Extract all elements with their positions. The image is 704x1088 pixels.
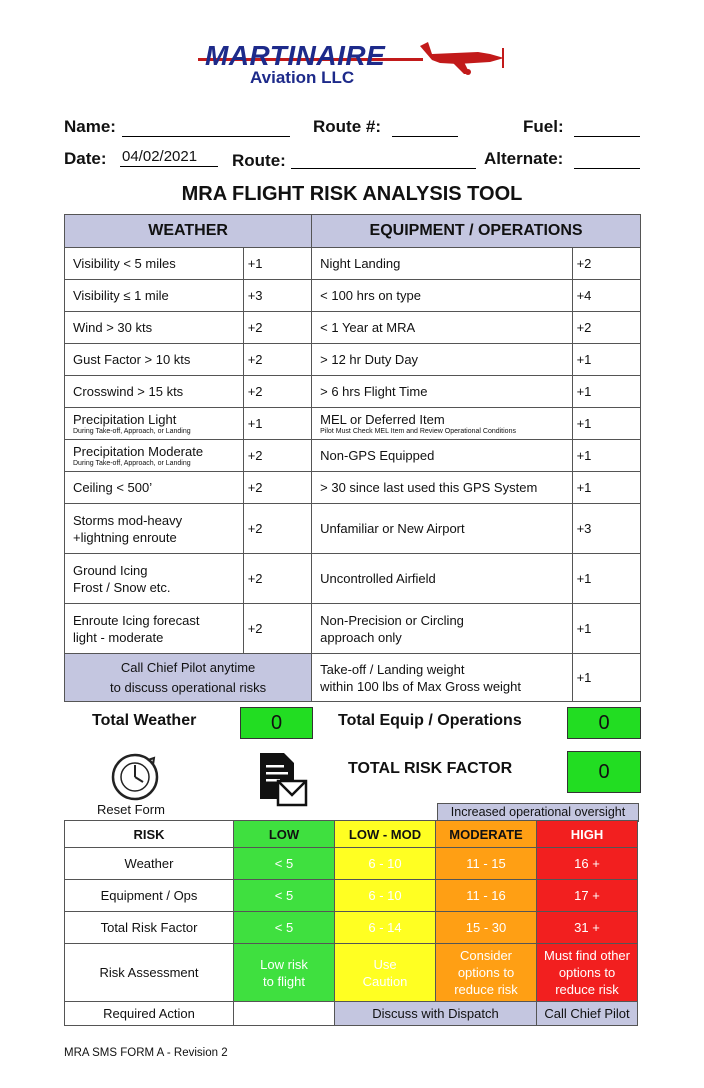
equipment-points[interactable]: +1 — [572, 654, 640, 702]
weather-item[interactable]: Precipitation Light During Take-off, Approach, or Landing — [65, 408, 244, 440]
equipment-item[interactable]: Non-GPS Equipped — [312, 440, 572, 472]
total-risk-label: TOTAL RISK FACTOR — [348, 760, 513, 777]
call-chief-pilot-action: Call Chief Pilot — [537, 1002, 638, 1026]
equipment-item[interactable]: > 12 hr Duty Day — [312, 344, 572, 376]
equipment-item[interactable]: MEL or Deferred Item Pilot Must Check MEL Item and Review Operational Conditions — [312, 408, 572, 440]
equipment-item[interactable]: Uncontrolled Airfield — [312, 554, 572, 604]
risk-matrix-row — [65, 880, 638, 912]
weather-item[interactable]: Wind > 30 kts — [65, 312, 244, 344]
total-weather-label: Total Weather — [92, 712, 197, 729]
equipment-item[interactable]: < 1 Year at MRA — [312, 312, 572, 344]
equipment-points[interactable]: +1 — [572, 376, 640, 408]
name-field[interactable] — [122, 118, 290, 137]
low-header: LOW — [234, 821, 335, 848]
weather-item[interactable]: Visibility < 5 miles — [65, 248, 244, 280]
weather-points[interactable]: +2 — [243, 440, 311, 472]
reset-form-icon[interactable] — [108, 750, 162, 804]
moderate-value: 11 - 16 — [436, 880, 537, 912]
low-value: < 5 — [234, 912, 335, 944]
risk-label: Total Risk Factor — [65, 912, 234, 944]
risk-matrix-table — [64, 820, 638, 1026]
equipment-item[interactable]: Night Landing — [312, 248, 572, 280]
logo-name: MARTINAIRE — [205, 40, 386, 71]
low-mod-value: 6 - 10 — [335, 880, 436, 912]
equipment-points[interactable]: +2 — [572, 248, 640, 280]
call-chief-pilot-note: Call Chief Pilot anytime to discuss operational risks — [65, 654, 312, 702]
high-value: 16 + — [537, 848, 638, 880]
risk-header: RISK — [65, 821, 234, 848]
weather-item[interactable]: Enroute Icing forecast light - moderate — [65, 604, 244, 654]
low-action — [234, 1002, 335, 1026]
weather-header: WEATHER — [65, 215, 312, 248]
low-mod-assessment: Use Caution — [335, 944, 436, 1002]
weather-points[interactable]: +2 — [243, 312, 311, 344]
weather-points[interactable]: +2 — [243, 504, 311, 554]
route-number-label: Route #: — [313, 117, 381, 136]
route-field[interactable] — [291, 150, 476, 169]
email-document-icon[interactable] — [258, 751, 308, 809]
equipment-points[interactable]: +1 — [572, 472, 640, 504]
low-mod-value: 6 - 14 — [335, 912, 436, 944]
equipment-points[interactable]: +1 — [572, 604, 640, 654]
risk-assessment-label: Risk Assessment — [65, 944, 234, 1002]
weather-item[interactable]: Gust Factor > 10 kts — [65, 344, 244, 376]
risk-label: Weather — [65, 848, 234, 880]
moderate-header: MODERATE — [436, 821, 537, 848]
weather-points[interactable]: +2 — [243, 344, 311, 376]
moderate-value: 11 - 15 — [436, 848, 537, 880]
weather-points[interactable]: +1 — [243, 408, 311, 440]
equipment-item[interactable]: < 100 hrs on type — [312, 280, 572, 312]
equipment-item[interactable]: > 30 since last used this GPS System — [312, 472, 572, 504]
weather-item[interactable]: Ground Icing Frost / Snow etc. — [65, 554, 244, 604]
airplane-icon — [418, 38, 508, 78]
route-label: Route: — [232, 151, 286, 170]
moderate-assessment: Consider options to reduce risk — [436, 944, 537, 1002]
alternate-label: Alternate: — [484, 149, 564, 168]
equipment-item[interactable]: Non-Precision or Circling approach only — [312, 604, 572, 654]
total-risk-value: 0 — [567, 751, 641, 793]
total-equipment-value: 0 — [567, 707, 641, 739]
low-value: < 5 — [234, 848, 335, 880]
low-mod-header: LOW - MOD — [335, 821, 436, 848]
logo-subtitle: Aviation LLC — [250, 68, 355, 87]
high-assessment: Must find other options to reduce risk — [537, 944, 638, 1002]
weather-points[interactable]: +2 — [243, 604, 311, 654]
fuel-label: Fuel: — [523, 117, 564, 136]
reset-form-label[interactable]: Reset Form — [97, 802, 165, 817]
equipment-points[interactable]: +1 — [572, 344, 640, 376]
weather-item[interactable]: Storms mod-heavy +lightning enroute — [65, 504, 244, 554]
total-equipment-label: Total Equip / Operations — [338, 712, 522, 729]
weather-item[interactable]: Crosswind > 15 kts — [65, 376, 244, 408]
risk-label: Equipment / Ops — [65, 880, 234, 912]
risk-items-table — [64, 214, 641, 702]
discuss-with-dispatch: Discuss with Dispatch — [335, 1002, 537, 1026]
high-value: 17 + — [537, 880, 638, 912]
moderate-value: 15 - 30 — [436, 912, 537, 944]
equipment-points[interactable]: +4 — [572, 280, 640, 312]
risk-matrix-row — [65, 848, 638, 880]
total-weather-value: 0 — [240, 707, 313, 739]
high-value: 31 + — [537, 912, 638, 944]
weather-points[interactable]: +1 — [243, 248, 311, 280]
fuel-field[interactable] — [574, 118, 640, 137]
date-field[interactable]: 04/02/2021 — [120, 148, 218, 167]
oversight-banner: Increased operational oversight — [437, 803, 639, 822]
equipment-points[interactable]: +2 — [572, 312, 640, 344]
weather-points[interactable]: +2 — [243, 554, 311, 604]
high-header: HIGH — [537, 821, 638, 848]
weather-points[interactable]: +2 — [243, 472, 311, 504]
form-title: MRA FLIGHT RISK ANALYSIS TOOL — [181, 183, 523, 205]
required-action-label: Required Action — [65, 1002, 234, 1026]
weather-item[interactable]: Visibility ≤ 1 mile — [65, 280, 244, 312]
route-number-field[interactable] — [392, 118, 458, 137]
equipment-item[interactable]: Unfamiliar or New Airport — [312, 504, 572, 554]
equipment-item[interactable]: > 6 hrs Flight Time — [312, 376, 572, 408]
equipment-points[interactable]: +1 — [572, 554, 640, 604]
equipment-header: EQUIPMENT / OPERATIONS — [312, 215, 641, 248]
low-value: < 5 — [234, 880, 335, 912]
date-label: Date: — [64, 149, 107, 168]
low-mod-value: 6 - 10 — [335, 848, 436, 880]
weather-points[interactable]: +2 — [243, 376, 311, 408]
alternate-field[interactable] — [574, 150, 640, 169]
weather-item[interactable]: Ceiling < 500’ — [65, 472, 244, 504]
weather-item[interactable]: Precipitation Moderate During Take-off, Approach, or Landing — [65, 440, 244, 472]
equipment-points[interactable]: +1 — [572, 440, 640, 472]
equipment-item[interactable]: Take-off / Landing weight within 100 lbs of Max Gross weight — [312, 654, 572, 702]
equipment-points[interactable]: +1 — [572, 408, 640, 440]
name-label: Name: — [64, 117, 116, 136]
equipment-points[interactable]: +3 — [572, 504, 640, 554]
weather-points[interactable]: +3 — [243, 280, 311, 312]
risk-matrix-row — [65, 912, 638, 944]
form-footer: MRA SMS FORM A - Revision 2 — [64, 1047, 228, 1059]
low-assessment: Low risk to flight — [234, 944, 335, 1002]
